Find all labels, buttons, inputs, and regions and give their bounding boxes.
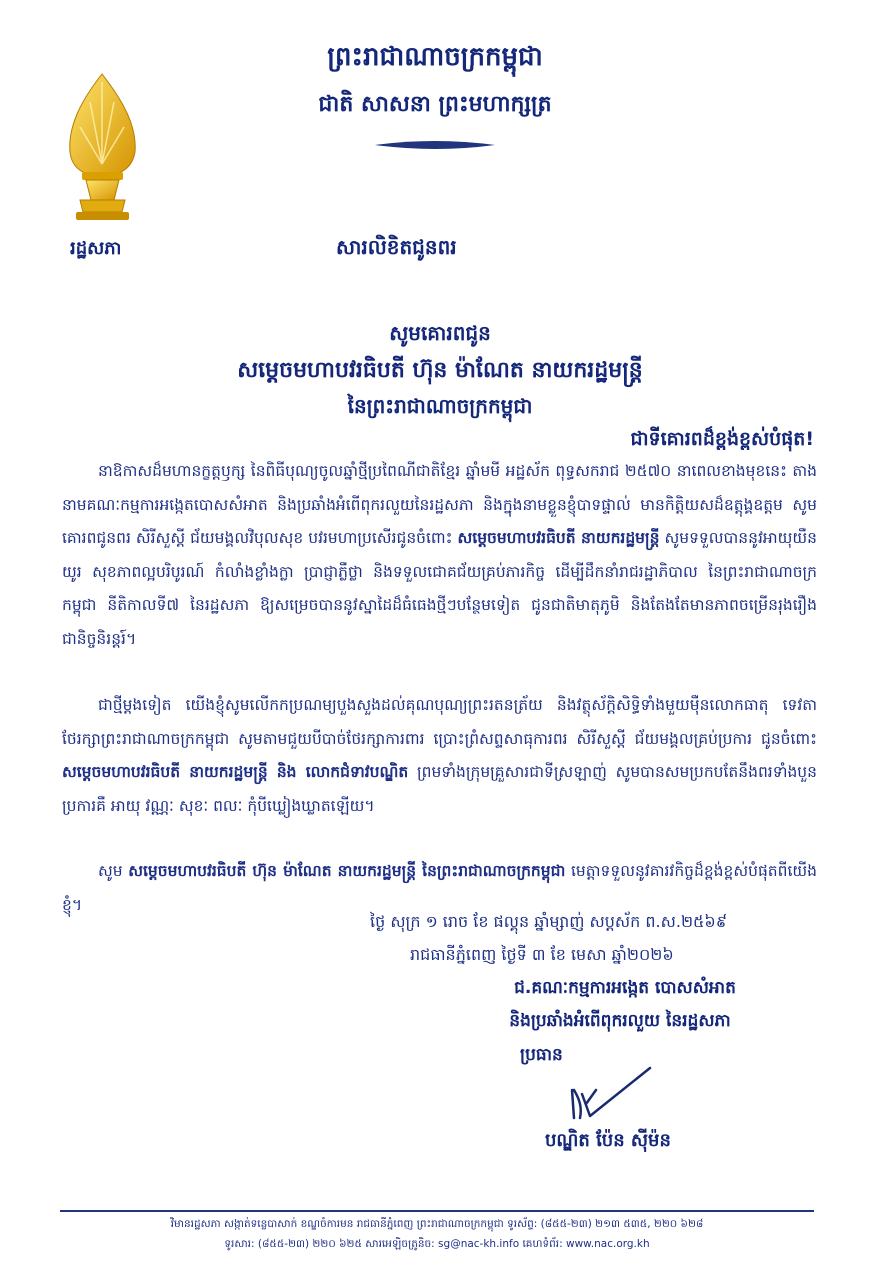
address-line-3: នៃព្រះរាជាណាចក្រកម្ពុជា bbox=[347, 394, 533, 418]
signatory-role: ប្រធាន bbox=[520, 1045, 563, 1065]
signatory-title-1: ជ.គណៈកម្មការអង្កេត បោសសំអាត bbox=[514, 978, 736, 998]
footer-rule bbox=[60, 1210, 814, 1212]
divider-ornament bbox=[370, 135, 500, 155]
footer-address: វិមានរដ្ឋសភា សង្កាត់ទន្លេបាសាក់ ខណ្ឌចំការមន រាជធានីភ្នំពេញ ព្រះរាជាណាចក្រកម្ពុជា ទូរស័ព្ទ: (៨៥៥-២៣) ២១៣ ៥៣៥, ២២០ ៦២៨ bbox=[170, 1218, 704, 1230]
p3-text-b: សម្ដេចមហាបវរធិបតី ហ៊ុន ម៉ាណែត នាយករដ្ឋមន្ត្រី នៃព្រះរាជាណាចក្រកម្ពុជា bbox=[128, 862, 566, 880]
national-motto: ជាតិ សាសនា ព្រះមហាក្សត្រ bbox=[318, 92, 552, 117]
signatory-title-2: និងប្រឆាំងអំពើពុករលួយ នៃរដ្ឋសភា bbox=[509, 1011, 731, 1031]
p2-text-c: ព្រមទាំងក្រុមគ្រួសារជាទីស្រឡាញ់ សូមបានសមប្រកបតែនឹងពរទាំងបួនប្រការគឺ អាយុ វណ្ណៈ សុខៈ ពលៈ កុំបីឃ្លៀងឃ្លាតឡើយ។ bbox=[62, 763, 817, 815]
paragraph-2 bbox=[62, 689, 817, 823]
p2-text-a: ជាថ្មីម្តងទៀត យើងខ្ញុំសូមលើកកប្រណម្យបួងសួងដល់គុណបុណ្យព្រះរតនត្រ័យ និងវត្ថុស័ក្តិសិទ្ធិទាំងមួយម៉ឺនលោកធាតុ ទេវតាថែរក្សាព្រះរាជាណាចក្រកម្ពុជា សូមតាមជួយបីបាច់ថែរក្សាការពារ ប្រោះព្រំសព្ទសាធុការពរ សិរីសួស្តី ជ័យមង្គលគ្រប់ប្រការ ជូនចំពោះ bbox=[62, 696, 817, 748]
footer-contact: ទូរសារ: (៨៥៥-២៣) ២២០ ៦២៥ សារអេឡិចត្រូនិច: sg@nac-kh.info គេហទំព័រ: www.nac.org.kh bbox=[224, 1238, 650, 1250]
greeting: ជាទីគោរពដ៏ខ្ពង់ខ្ពស់បំផុត! bbox=[630, 428, 814, 450]
senate-label: រដ្ឋសភា bbox=[70, 238, 122, 259]
p1-text-a: នាឱកាសដ៏មហានក្ខត្តឫក្ស នៃពិធីបុណ្យចូលឆ្នាំថ្មីប្រពៃណីជាតិខ្មែរ ឆ្នាំមមី អដ្ឋស័ក ពុទ្ធសករាជ ២៥៧០ នាពេលខាងមុខនេះ តាងនាមគណៈកម្មការអង្កេតបោសសំអាត និងប្រឆាំងអំពើពុករលួយនៃរដ្ឋសភា និងក្នុងនាមខ្លួនខ្ញុំបាទផ្ទាល់ មានកិត្តិយសដ៏ឧត្តុង្គឧត្តម សូមគោរពជូនពរ សិរីសួស្តី ជ័យមង្គលវិបុលសុខ បវរមហាប្រសើរជូនចំពោះ bbox=[62, 462, 817, 547]
kingdom-title: ព្រះរាជាណាចក្រកម្ពុជា bbox=[327, 42, 543, 72]
signatory-name: បណ្ឌិត ប៉ែន ស៊ីម៉ន bbox=[545, 1130, 671, 1151]
p1-text-b: សម្ដេចមហាបវរធិបតី នាយករដ្ឋមន្ត្រី bbox=[457, 529, 660, 547]
p3-text-c: មេត្តាទទួលនូវគារវកិច្ចដ៏ខ្ពង់ខ្ពស់បំផុតពីយើងខ្ញុំ។ bbox=[62, 862, 817, 914]
address-line-1: សូមគោរពជូន bbox=[389, 321, 491, 345]
solar-date: រាជធានីភ្នំពេញ ថ្ងៃទី ៣ ខែ មេសា ឆ្នាំ២០២៦ bbox=[410, 945, 674, 964]
p2-text-b: សម្ដេចមហាបវរធិបតី នាយករដ្ឋមន្ត្រី និង លោកជំទាវបណ្ឌិត bbox=[62, 763, 409, 781]
letter-title: សារលិខិតជូនពរ bbox=[336, 235, 457, 259]
parliament-emblem bbox=[60, 72, 145, 222]
address-line-2: សម្ដេចមហាបវរធិបតី ហ៊ុន ម៉ាណែត នាយករដ្ឋមន្ត្រី bbox=[237, 358, 643, 383]
paragraph-1 bbox=[62, 455, 817, 656]
p1-text-c: សូមទទួលបាននូវអាយុយឺនយូរ សុខភាពល្អបរិបូរណ៍ កំលាំងខ្លាំងក្លា ប្រាជ្ញាភ្លឺថ្លា និងទទួលជោគជ័យគ្រប់ភារកិច្ច ដើម្បីដឹកនាំរាជរដ្ឋាភិបាល នៃព្រះរាជាណាចក្រកម្ពុជា នីតិកាលទី៧ នៃរដ្ឋសភា ឱ្យសម្រេចបាននូវស្នាដៃដ៏ធំធេងថ្មីៗបន្ថែមទៀត ជូនជាតិមាតុភូមិ និងតែងតែមានភាពចម្រើនរុងរឿងជានិច្ចនិរន្តរ៍។ bbox=[62, 529, 817, 648]
p3-text-a: សូម bbox=[98, 862, 123, 880]
lunar-date: ថ្ងៃ សុក្រ ១ រោច ខែ ផល្គុន ឆ្នាំម្សាញ់ សប្តស័ក ព.ស.២៥៦៩ bbox=[370, 912, 728, 931]
handwritten-signature bbox=[550, 1060, 660, 1130]
